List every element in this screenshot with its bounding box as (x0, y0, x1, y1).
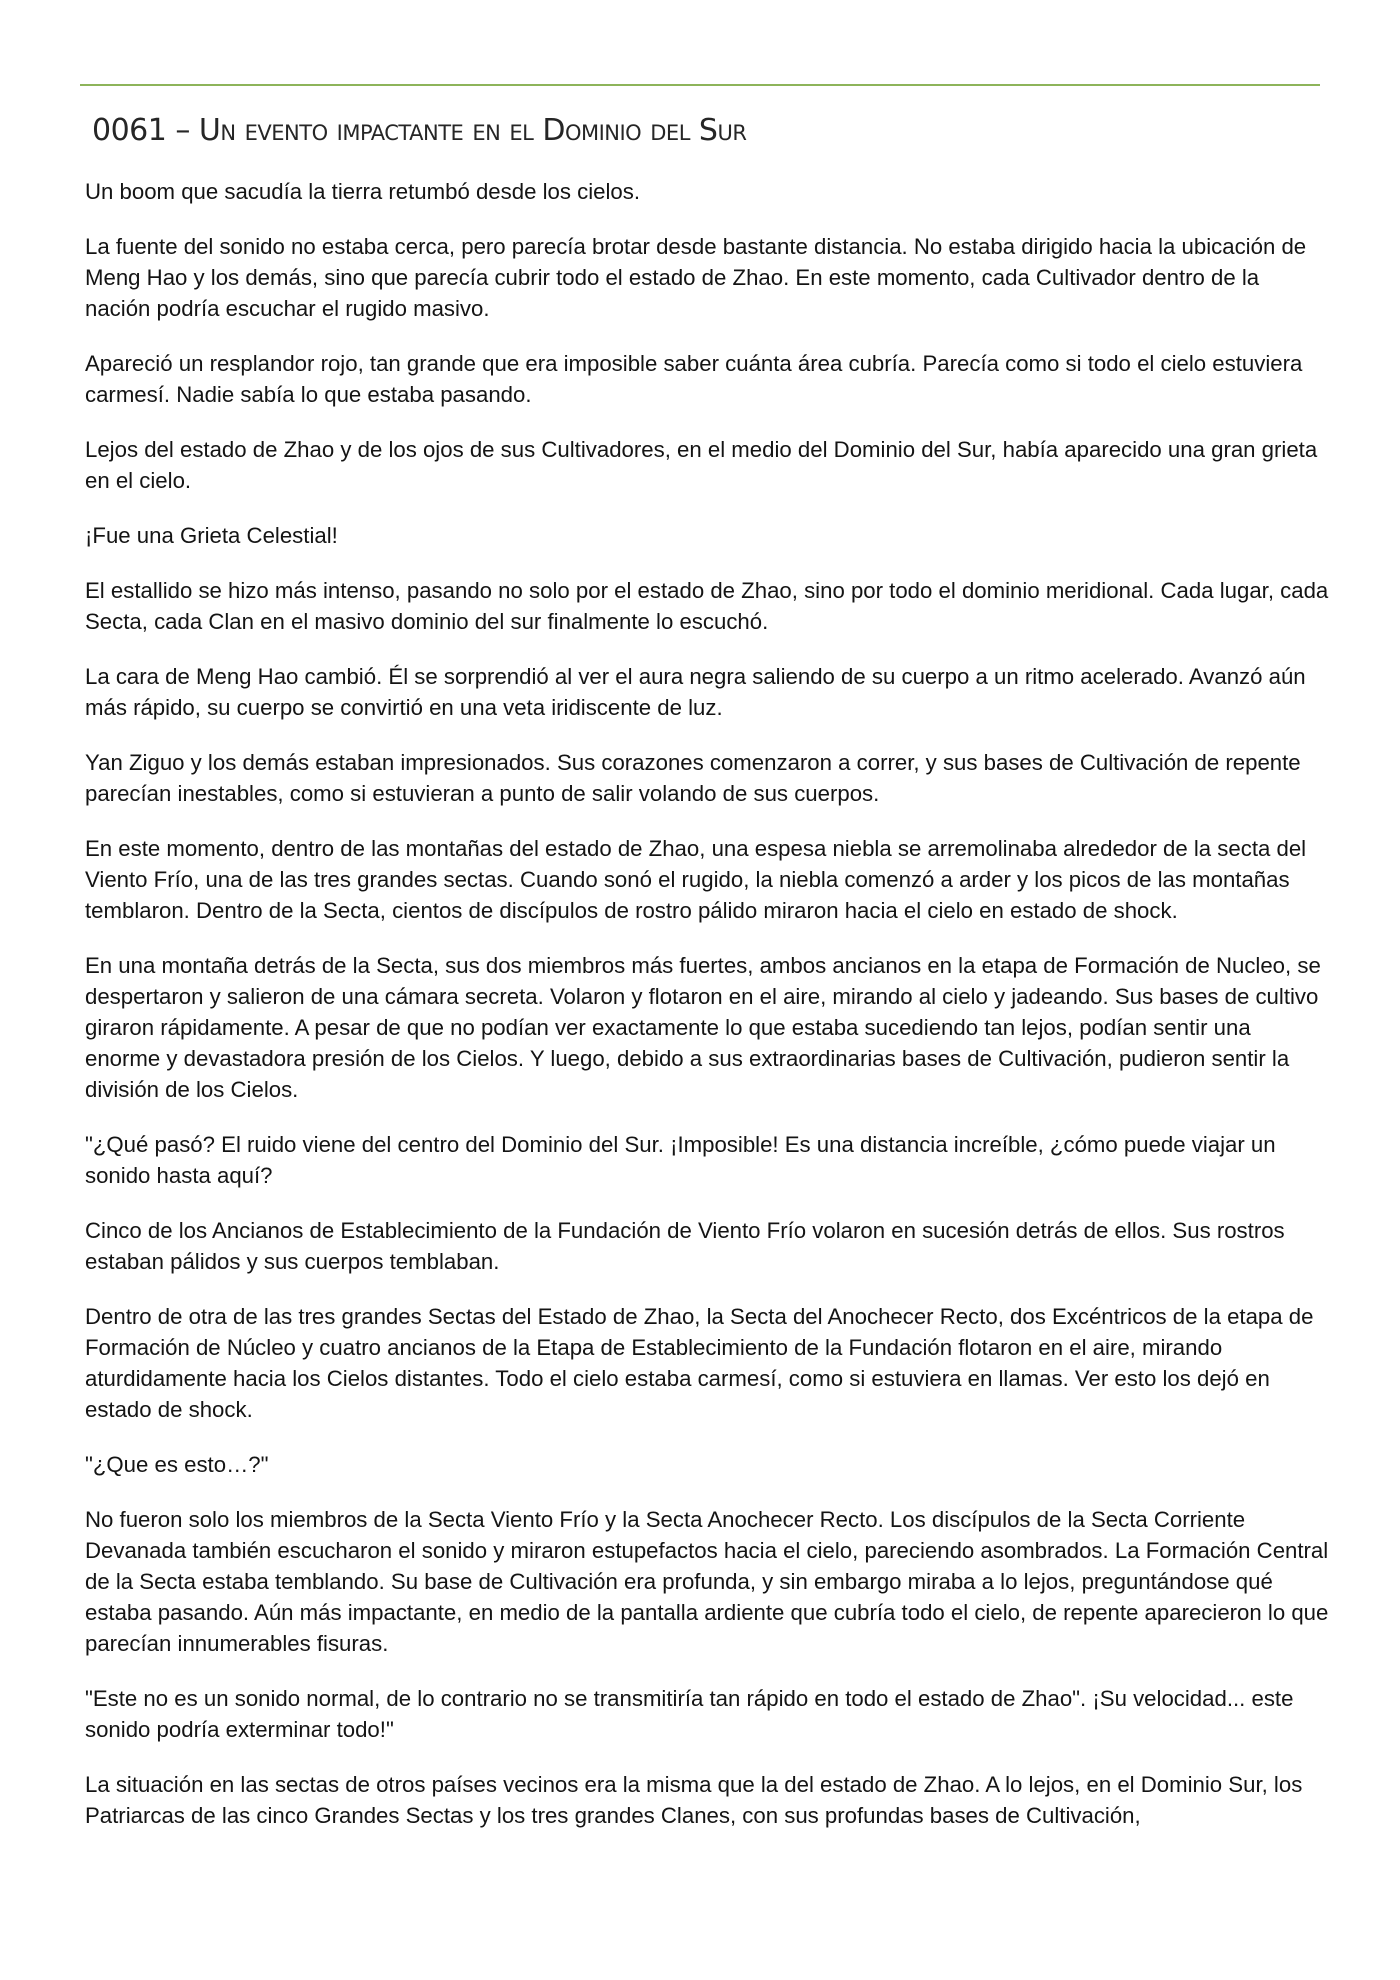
paragraph-15: No fueron solo los miembros de la Secta Viento Frío y la Secta Anochecer Recto. Los discípulos de la Secta Corriente Devanada también escucharon el sonido y miraron estupefactos hacia el cielo, pareciendo asombrados. La Formación Central de la Secta estaba temblando. Su base de Cultivación era profunda, y sin embargo miraba a lo lejos, preguntándose qué estaba pasando. Aún más impactante, en medio de la pantalla ardiente que cubría todo el cielo, de repente aparecieron lo que parecían innumerables fisuras. (85, 1507, 1329, 1656)
paragraph-16: "Este no es un sonido normal, de lo contrario no se transmitiría tan rápido en todo el estado de Zhao". ¡Su velocidad... este sonido podría exterminar todo!" (85, 1686, 1294, 1742)
paragraph-4: Lejos del estado de Zhao y de los ojos de sus Cultivadores, en el medio del Dominio del Sur, había aparecido una gran grieta en el cielo. (85, 437, 1318, 493)
paragraph-7: La cara de Meng Hao cambió. Él se sorprendió al ver el aura negra saliendo de su cuerpo a un ritmo acelerado. Avanzó aún más rápido, su cuerpo se convirtió en una veta iridiscente de luz. (85, 664, 1306, 720)
paragraph-3: Apareció un resplandor rojo, tan grande que era imposible saber cuánta área cubría. Parecía como si todo el cielo estuviera carmesí. Nadie sabía lo que estaba pasando. (85, 351, 1303, 407)
paragraph-6: El estallido se hizo más intenso, pasando no solo por el estado de Zhao, sino por todo el dominio meridional. Cada lugar, cada Secta, cada Clan en el masivo dominio del sur finalmente lo escuchó. (85, 578, 1329, 634)
paragraph-2: La fuente del sonido no estaba cerca, pero parecía brotar desde bastante distancia. No estaba dirigido hacia la ubicación de Meng Hao y los demás, sino que parecía cubrir todo el estado de Zhao. En este momento, cada Cultivador dentro de la nación podría escuchar el rugido masivo. (85, 234, 1307, 321)
paragraph-12: Cinco de los Ancianos de Establecimiento de la Fundación de Viento Frío volaron en sucesión detrás de ellos. Sus rostros estaban pálidos y sus cuerpos temblaban. (85, 1218, 1285, 1274)
paragraph-17: La situación en las sectas de otros países vecinos era la misma que la del estado de Zhao. A lo lejos, en el Dominio Sur, los Patriarcas de las cinco Grandes Sectas y los tres grandes Clanes, con sus profundas bases de Cultivación, (85, 1772, 1303, 1828)
paragraph-8: Yan Ziguo y los demás estaban impresionados. Sus corazones comenzaron a correr, y sus bases de Cultivación de repente parecían inestables, como si estuvieran a punto de salir volando de sus cuerpos. (85, 750, 1301, 806)
chapter-title-text: 0061 – Un evento impactante en el Dominio del Sur (92, 113, 747, 148)
chapter-body (85, 176, 1330, 1855)
paragraph-13: Dentro de otra de las tres grandes Sectas del Estado de Zhao, la Secta del Anochecer Recto, dos Excéntricos de la etapa de Formación de Núcleo y cuatro ancianos de la Etapa de Establecimiento de la Fundación flotaron en el aire, mirando aturdidamente hacia los Cielos distantes. Todo el cielo estaba carmesí, como si estuviera en llamas. Ver esto los dejó en estado de shock. (85, 1304, 1314, 1422)
title-top-rule (80, 84, 1320, 86)
paragraph-11: "¿Qué pasó? El ruido viene del centro del Dominio del Sur. ¡Imposible! Es una distancia increíble, ¿cómo puede viajar un sonido hasta aquí? (85, 1132, 1276, 1188)
paragraph-14: "¿Que es esto…?" (85, 1452, 269, 1477)
paragraph-10: En una montaña detrás de la Secta, sus dos miembros más fuertes, ambos ancianos en la etapa de Formación de Nucleo, se despertaron y salieron de una cámara secreta. Volaron y flotaron en el aire, mirando al cielo y jadeando. Sus bases de cultivo giraron rápidamente. A pesar de que no podían ver exactamente lo que estaba sucediendo tan lejos, podían sentir una enorme y devastadora presión de los Cielos. Y luego, debido a sus extraordinarias bases de Cultivación, pudieron sentir la división de los Cielos. (85, 953, 1321, 1102)
paragraph-5: ¡Fue una Grieta Celestial! (85, 523, 338, 548)
chapter-title (92, 96, 1332, 166)
paragraph-1: Un boom que sacudía la tierra retumbó desde los cielos. (85, 179, 640, 204)
paragraph-9: En este momento, dentro de las montañas del estado de Zhao, una espesa niebla se arremolinaba alrededor de la secta del Viento Frío, una de las tres grandes sectas. Cuando sonó el rugido, la niebla comenzó a arder y los picos de las montañas temblaron. Dentro de la Secta, cientos de discípulos de rostro pálido miraron hacia el cielo en estado de shock. (85, 836, 1307, 923)
